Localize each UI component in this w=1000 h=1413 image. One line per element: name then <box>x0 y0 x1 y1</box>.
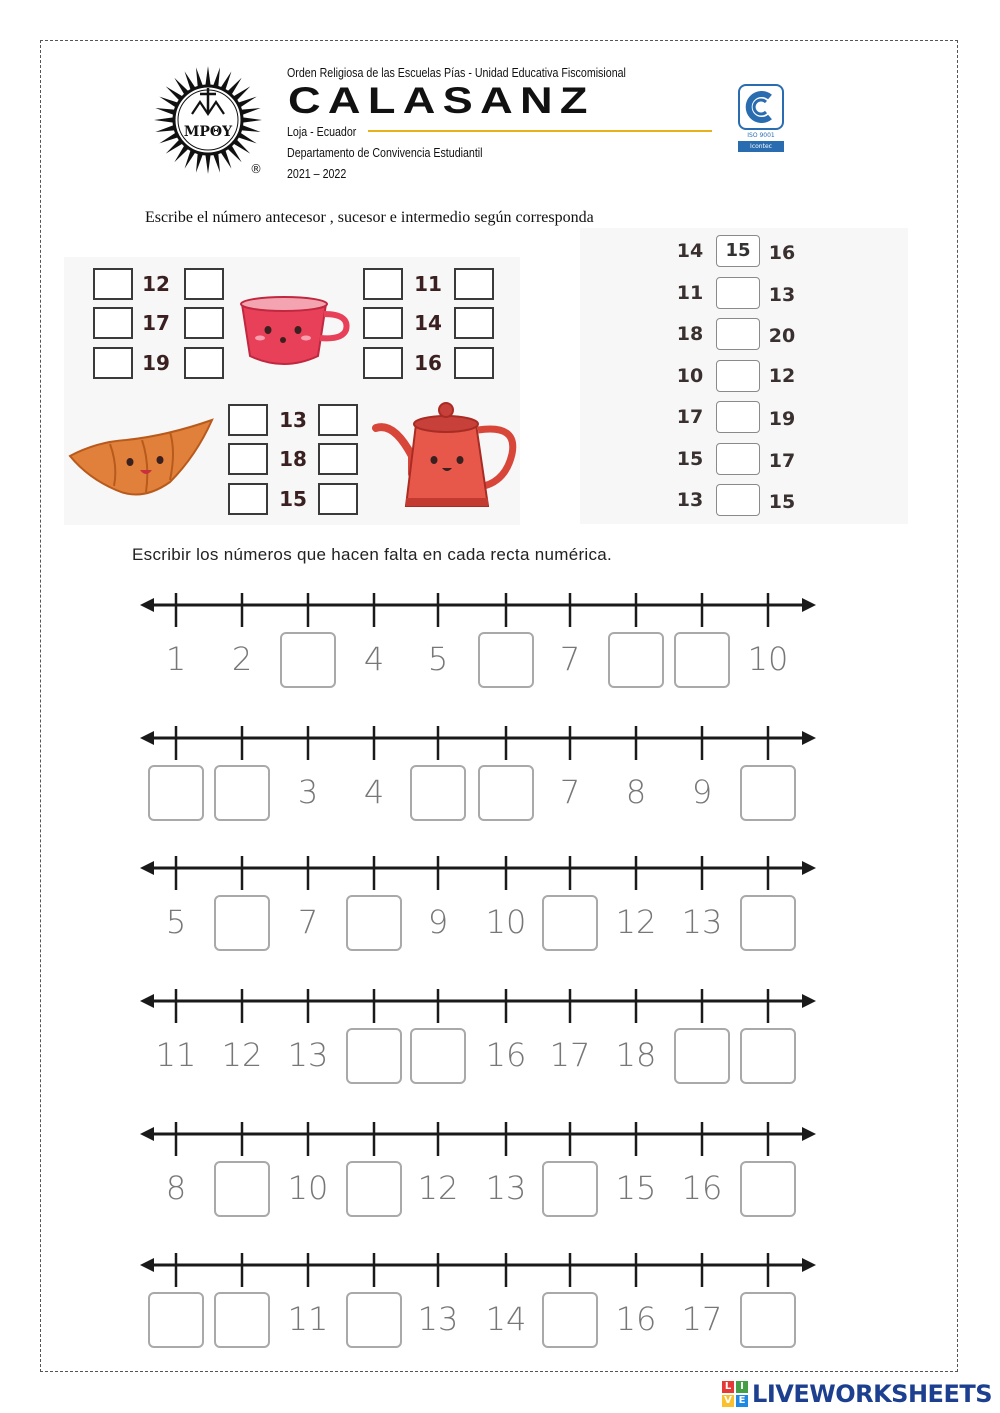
cup-illustration <box>238 292 354 376</box>
predecessor-box[interactable] <box>228 483 268 515</box>
successor-box[interactable] <box>318 483 358 515</box>
successor-box[interactable] <box>184 347 224 379</box>
org-line: Orden Religiosa de las Escuelas Pías - Unidad Educativa Fiscomisional <box>287 65 626 80</box>
successor-box[interactable] <box>454 268 494 300</box>
answer-box[interactable] <box>740 1161 796 1217</box>
right-number: 17 <box>768 450 796 472</box>
line-number: 8 <box>165 1169 187 1207</box>
grid-letter: I <box>736 1381 748 1393</box>
line-number: 12 <box>417 1169 459 1207</box>
liveworksheets-wordmark: LIVEWORKSHEETS <box>752 1380 992 1408</box>
iso-sub: Icontec <box>738 141 784 152</box>
grid-letter: E <box>736 1395 748 1407</box>
answer-box[interactable] <box>148 1292 204 1348</box>
predecessor-box[interactable] <box>228 404 268 436</box>
line-number: 10 <box>747 640 789 678</box>
successor-box[interactable] <box>184 307 224 339</box>
line-number: 12 <box>615 903 657 941</box>
line-number: 12 <box>221 1036 263 1074</box>
predecessor-box[interactable] <box>228 443 268 475</box>
right-number: 13 <box>768 284 796 306</box>
line-number: 7 <box>297 903 319 941</box>
answer-box[interactable] <box>608 632 664 688</box>
left-number: 11 <box>676 282 704 304</box>
answer-box[interactable] <box>478 765 534 821</box>
given-number: 18 <box>279 447 307 471</box>
left-number: 13 <box>676 489 704 511</box>
instruction-antecesor-sucesor: Escribe el número antecesor , sucesor e intermedio según corresponda <box>145 209 594 226</box>
line-number: 4 <box>363 640 385 678</box>
intermediate-value: 15 <box>725 240 751 261</box>
number-line-axis <box>0 1120 1000 1160</box>
given-number: 15 <box>279 487 307 511</box>
line-number: 3 <box>297 773 319 811</box>
number-line-axis <box>0 987 1000 1027</box>
right-number: 12 <box>768 365 796 387</box>
school-seal-logo <box>152 64 264 176</box>
line-number: 11 <box>287 1300 329 1338</box>
grid-letter: V <box>722 1395 734 1407</box>
seal-text: MPΘY <box>183 124 233 140</box>
left-number: 10 <box>676 365 704 387</box>
icontec-icon <box>738 84 784 130</box>
teapot-illustration <box>372 394 520 516</box>
answer-box[interactable] <box>346 1292 402 1348</box>
line-number: 5 <box>165 903 187 941</box>
answer-box[interactable] <box>674 1028 730 1084</box>
intermediate-box[interactable] <box>716 484 760 516</box>
line-number: 4 <box>363 773 385 811</box>
gold-divider <box>368 130 712 132</box>
given-number: 11 <box>414 272 442 296</box>
line-number: 2 <box>231 640 253 678</box>
line-number: 17 <box>549 1036 591 1074</box>
answer-box[interactable] <box>740 765 796 821</box>
line-number: 1 <box>165 640 187 678</box>
right-number: 15 <box>768 491 796 513</box>
answer-box[interactable] <box>280 632 336 688</box>
intermediate-box[interactable] <box>716 277 760 309</box>
number-line-axis <box>0 1251 1000 1291</box>
predecessor-box[interactable] <box>93 347 133 379</box>
answer-box[interactable] <box>214 765 270 821</box>
answer-box[interactable] <box>674 632 730 688</box>
line-number: 10 <box>287 1169 329 1207</box>
brand-title: CALASANZ <box>288 80 595 121</box>
line-number: 13 <box>681 903 723 941</box>
successor-box[interactable] <box>184 268 224 300</box>
line-number: 8 <box>625 773 647 811</box>
successor-box[interactable] <box>318 404 358 436</box>
line-number: 13 <box>485 1169 527 1207</box>
line-number: 16 <box>615 1300 657 1338</box>
answer-box[interactable] <box>740 895 796 951</box>
given-number: 13 <box>279 408 307 432</box>
given-number: 14 <box>414 311 442 335</box>
answer-box[interactable] <box>214 1161 270 1217</box>
year-line: 2021 – 2022 <box>287 166 347 181</box>
answer-box[interactable] <box>214 895 270 951</box>
predecessor-box[interactable] <box>363 268 403 300</box>
left-number: 18 <box>676 323 704 345</box>
intermediate-box[interactable] <box>716 401 760 433</box>
predecessor-box[interactable] <box>363 347 403 379</box>
given-number: 12 <box>142 272 170 296</box>
line-number: 17 <box>681 1300 723 1338</box>
successor-box[interactable] <box>454 307 494 339</box>
answer-box[interactable] <box>148 765 204 821</box>
line-number: 7 <box>559 773 581 811</box>
line-number: 9 <box>427 903 449 941</box>
answer-box[interactable] <box>542 1161 598 1217</box>
number-line-axis <box>0 591 1000 631</box>
answer-box[interactable] <box>346 895 402 951</box>
answer-box[interactable] <box>214 1292 270 1348</box>
answer-box[interactable] <box>346 1161 402 1217</box>
number-line-axis <box>0 854 1000 894</box>
line-number: 10 <box>485 903 527 941</box>
given-number: 16 <box>414 351 442 375</box>
answer-box[interactable] <box>740 1292 796 1348</box>
liveworksheets-logo <box>722 1379 992 1409</box>
liveworksheets-grid-icon <box>722 1381 748 1407</box>
iso-label: ISO 9001 <box>747 132 775 139</box>
line-number: 5 <box>427 640 449 678</box>
given-number: 19 <box>142 351 170 375</box>
given-number: 17 <box>142 311 170 335</box>
grid-letter: L <box>722 1381 734 1393</box>
croissant-illustration <box>66 416 216 500</box>
intermediate-box[interactable] <box>716 360 760 392</box>
predecessor-box[interactable] <box>93 268 133 300</box>
answer-box[interactable] <box>410 765 466 821</box>
right-number: 20 <box>768 325 796 347</box>
line-number: 9 <box>691 773 713 811</box>
line-number: 15 <box>615 1169 657 1207</box>
right-number: 16 <box>768 242 796 264</box>
line-number: 13 <box>287 1036 329 1074</box>
line-number: 13 <box>417 1300 459 1338</box>
successor-box[interactable] <box>318 443 358 475</box>
left-number: 17 <box>676 406 704 428</box>
answer-box[interactable] <box>542 895 598 951</box>
registered-mark: ® <box>250 162 262 176</box>
line-number: 16 <box>485 1036 527 1074</box>
left-number: 14 <box>676 240 704 262</box>
line-number: 14 <box>485 1300 527 1338</box>
intermediate-box[interactable] <box>716 318 760 350</box>
line-number: 7 <box>559 640 581 678</box>
intermediate-box[interactable] <box>716 443 760 475</box>
instruction-number-lines: Escribir los números que hacen falta en cada recta numérica. <box>132 545 613 564</box>
predecessor-box[interactable] <box>93 307 133 339</box>
predecessor-box[interactable] <box>363 307 403 339</box>
line-number: 18 <box>615 1036 657 1074</box>
successor-box[interactable] <box>454 347 494 379</box>
answer-box[interactable] <box>346 1028 402 1084</box>
number-line-axis <box>0 724 1000 764</box>
answer-box[interactable] <box>542 1292 598 1348</box>
city-line: Loja - Ecuador <box>287 124 357 139</box>
left-number: 15 <box>676 448 704 470</box>
line-number: 11 <box>155 1036 197 1074</box>
department-line: Departamento de Convivencia Estudiantil <box>287 145 483 160</box>
answer-box[interactable] <box>478 632 534 688</box>
right-number: 19 <box>768 408 796 430</box>
line-number: 16 <box>681 1169 723 1207</box>
answer-box[interactable] <box>740 1028 796 1084</box>
iso-certification-badge <box>738 84 786 166</box>
intermediate-box[interactable] <box>716 235 760 267</box>
answer-box[interactable] <box>410 1028 466 1084</box>
